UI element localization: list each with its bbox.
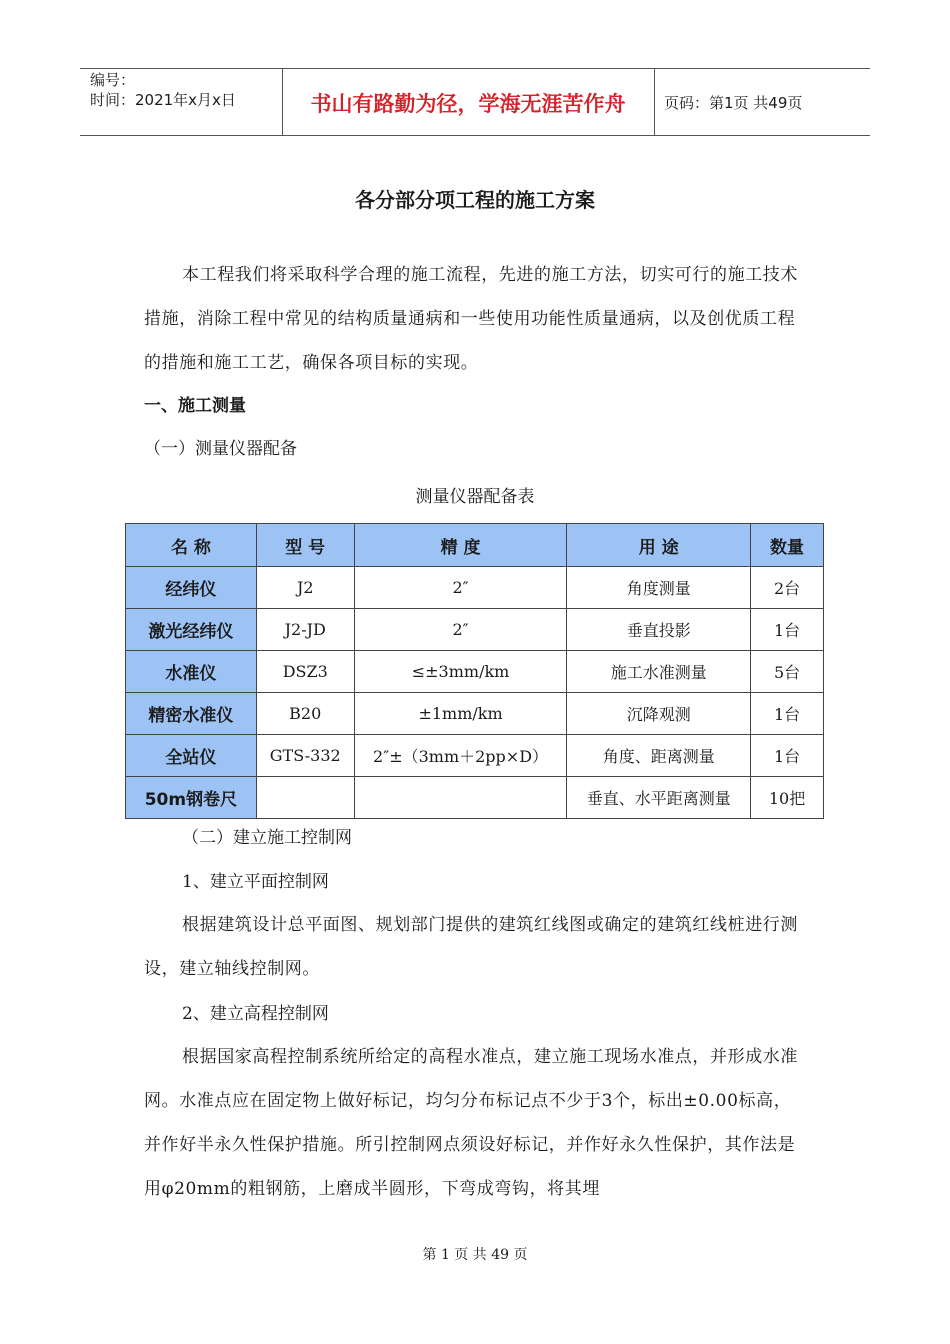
instrument-qty: 1台 xyxy=(751,693,824,735)
item-heading-elevation-control: 2、建立高程控制网 xyxy=(182,1004,329,1024)
instrument-table xyxy=(125,523,824,819)
instrument-qty: 10把 xyxy=(751,777,824,819)
subsection-heading-instruments: （一）测量仪器配备 xyxy=(144,439,297,459)
table-header-cell: 精 度 xyxy=(354,524,567,567)
subsection-heading-control-network: （二）建立施工控制网 xyxy=(182,828,352,848)
instrument-precision: 2″±（3mm＋2pp×D） xyxy=(354,735,567,777)
instrument-qty: 1台 xyxy=(751,609,824,651)
header-date-label: 时间：2021年x月x日 xyxy=(90,91,236,109)
instrument-precision: ≤±3mm/km xyxy=(354,651,567,693)
header-bottom-rule xyxy=(80,135,870,136)
instrument-name: 精密水准仪 xyxy=(126,693,257,735)
instrument-use: 沉降观测 xyxy=(567,693,751,735)
instrument-use: 垂直、水平距离测量 xyxy=(567,777,751,819)
table-row xyxy=(126,609,824,651)
header-meta xyxy=(90,70,236,110)
header-page-label: 页码：第1页 共49页 xyxy=(664,94,803,112)
item-heading-plane-control: 1、建立平面控制网 xyxy=(182,872,329,892)
instrument-qty: 5台 xyxy=(751,651,824,693)
instrument-name: 全站仪 xyxy=(126,735,257,777)
table-header-cell: 型 号 xyxy=(256,524,354,567)
section-heading-survey: 一、施工测量 xyxy=(144,396,246,416)
table-row xyxy=(126,735,824,777)
instrument-qty: 2台 xyxy=(751,567,824,609)
instrument-name: 50m钢卷尺 xyxy=(126,777,257,819)
table-header-cell: 名 称 xyxy=(126,524,257,567)
table-header-cell: 数量 xyxy=(751,524,824,567)
instrument-name: 水准仪 xyxy=(126,651,257,693)
instrument-model: B20 xyxy=(256,693,354,735)
instrument-use: 垂直投影 xyxy=(567,609,751,651)
elevation-control-paragraph: 根据国家高程控制系统所给定的高程水准点，建立施工现场水准点，并形成水准网。水准点应在固定物上做好标记，均匀分布标记点不少于3个，标出±0.00标高，并作好半永久性保护措施。所引控制网点须设好标记，并作好永久性保护，其作法是用φ20mm的粗钢筋，上磨成半圆形，下弯成弯钩，将其埋 xyxy=(144,1047,798,1199)
table-header-cell: 用 途 xyxy=(567,524,751,567)
header-number-label: 编号： xyxy=(90,71,136,89)
header-motto: 书山有路勤为径，学海无涯苦作舟 xyxy=(310,92,626,116)
instrument-name: 激光经纬仪 xyxy=(126,609,257,651)
plane-control-paragraph: 根据建筑设计总平面图、规划部门提供的建筑红线图或确定的建筑红线桩进行测设，建立轴线控制网。 xyxy=(144,915,798,979)
table-row xyxy=(126,693,824,735)
header-divider-right xyxy=(654,68,655,135)
instrument-precision: ±1mm/km xyxy=(354,693,567,735)
table-row xyxy=(126,567,824,609)
instrument-use: 施工水准测量 xyxy=(567,651,751,693)
instrument-model: J2-JD xyxy=(256,609,354,651)
intro-paragraph: 本工程我们将采取科学合理的施工流程，先进的施工方法，切实可行的施工技术措施，消除工程中常见的结构质量通病和一些使用功能性质量通病，以及创优质工程的措施和施工工艺，确保各项目标的实现。 xyxy=(144,265,798,373)
table-row xyxy=(126,651,824,693)
instrument-precision: 2″ xyxy=(354,609,567,651)
table-caption: 测量仪器配备表 xyxy=(415,487,535,507)
instrument-model: J2 xyxy=(256,567,354,609)
instrument-name: 经纬仪 xyxy=(126,567,257,609)
instrument-model: DSZ3 xyxy=(256,651,354,693)
instrument-use: 角度、距离测量 xyxy=(567,735,751,777)
table-header-row xyxy=(126,524,824,567)
table-row xyxy=(126,777,824,819)
instrument-model: GTS-332 xyxy=(256,735,354,777)
instrument-use: 角度测量 xyxy=(567,567,751,609)
header-top-rule xyxy=(80,68,870,69)
document-title: 各分部分项工程的施工方案 xyxy=(355,188,595,212)
instrument-precision: 2″ xyxy=(354,567,567,609)
instrument-qty: 1台 xyxy=(751,735,824,777)
instrument-precision xyxy=(354,777,567,819)
page-footer: 第 1 页 共 49 页 xyxy=(422,1247,528,1263)
instrument-model xyxy=(256,777,354,819)
